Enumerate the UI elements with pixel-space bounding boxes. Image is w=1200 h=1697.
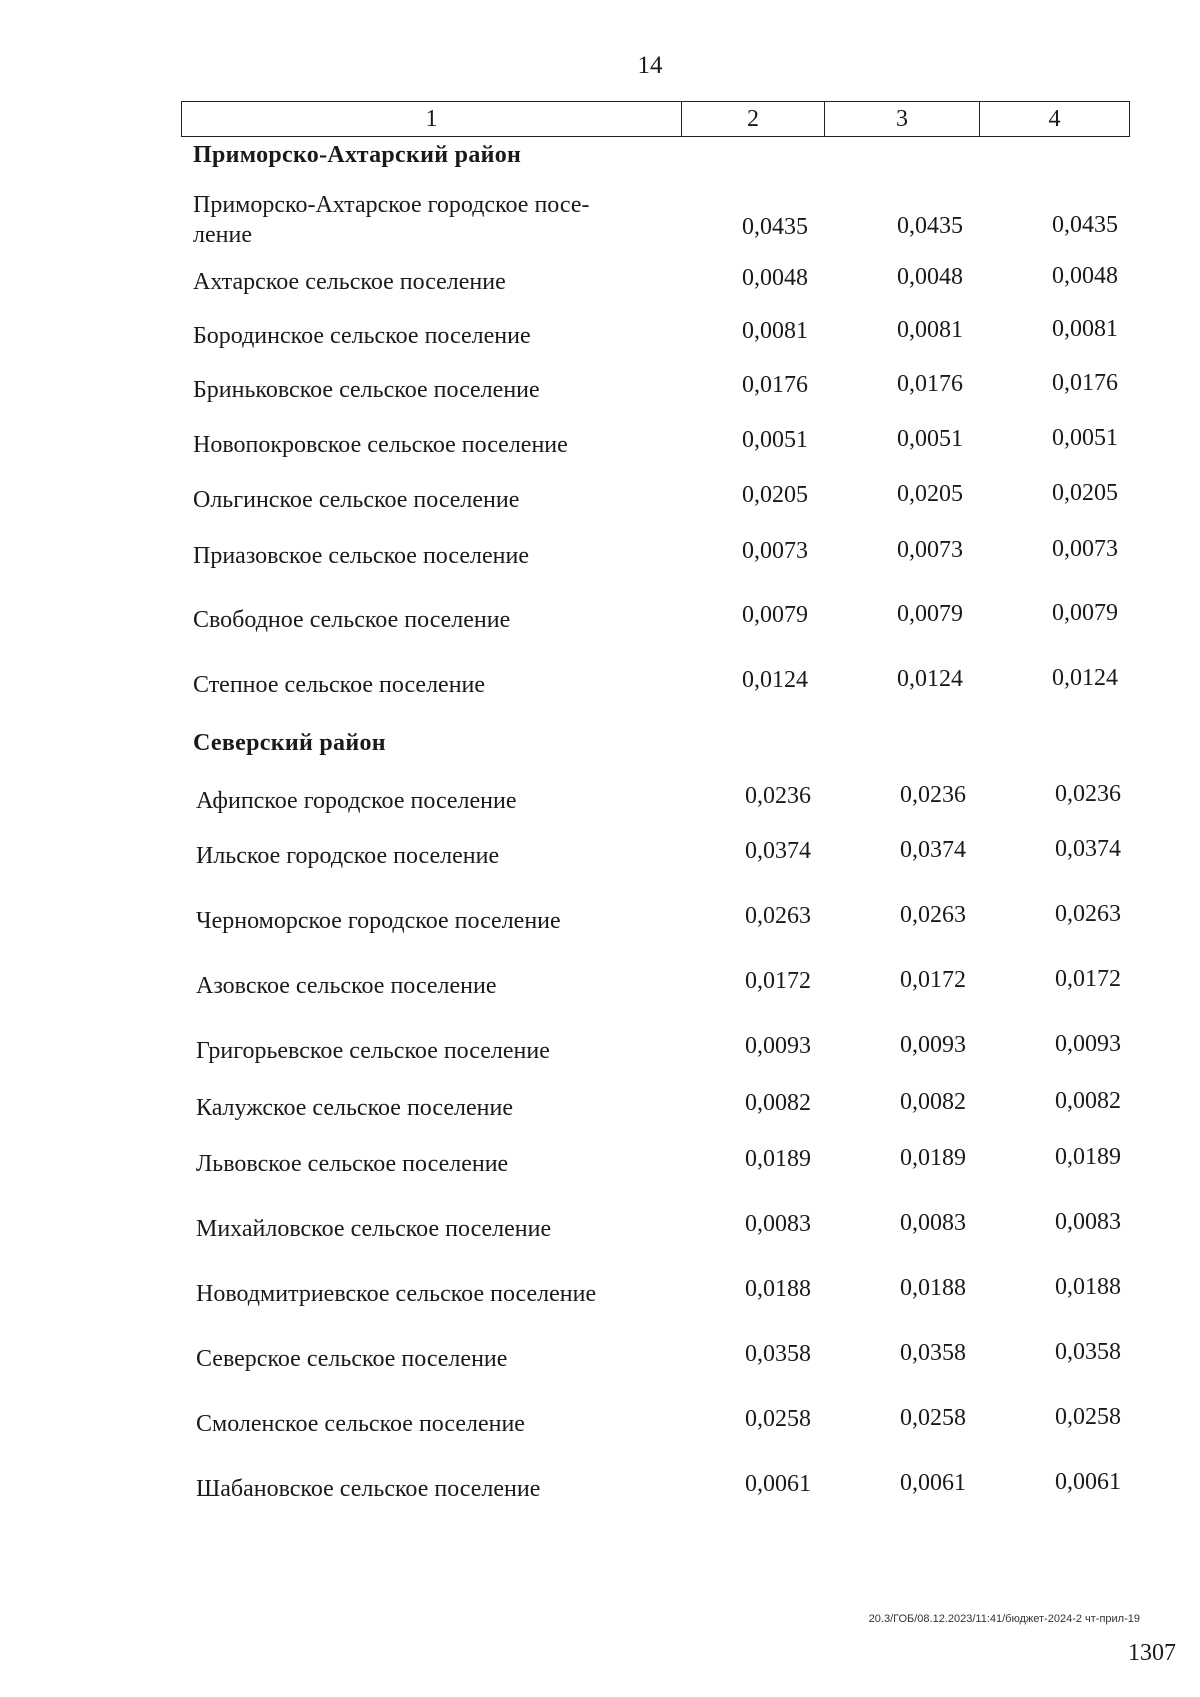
value-col-4: 0,0124	[1052, 665, 1118, 691]
value-col-2: 0,0263	[745, 903, 811, 929]
settlement-name: Афипское городское поселение	[196, 788, 517, 814]
settlement-name: Бородинское сельское поселение	[193, 323, 531, 349]
value-col-4: 0,0189	[1055, 1144, 1121, 1170]
value-col-2: 0,0073	[742, 538, 808, 564]
header-col-1: 1	[182, 102, 682, 136]
value-col-2: 0,0205	[742, 482, 808, 508]
value-col-2: 0,0061	[745, 1471, 811, 1497]
value-col-4: 0,0079	[1052, 600, 1118, 626]
value-col-2: 0,0236	[745, 783, 811, 809]
value-col-2: 0,0083	[745, 1211, 811, 1237]
settlement-name: Ахтарское сельское поселение	[193, 269, 506, 295]
value-col-2: 0,0172	[745, 968, 811, 994]
settlement-name: Калужское сельское поселение	[196, 1095, 513, 1121]
value-col-3: 0,0374	[900, 837, 966, 863]
value-col-4: 0,0205	[1052, 480, 1118, 506]
value-col-3: 0,0061	[900, 1470, 966, 1496]
value-col-3: 0,0093	[900, 1032, 966, 1058]
settlement-name: Львовское сельское поселение	[196, 1151, 509, 1177]
value-col-2: 0,0188	[745, 1276, 811, 1302]
settlement-name: Черноморское городское поселение	[196, 908, 561, 934]
settlement-name: Михайловское сельское поселение	[196, 1216, 552, 1242]
settlement-name: Свободное сельское поселение	[193, 607, 511, 633]
value-col-2: 0,0093	[745, 1033, 811, 1059]
value-col-3: 0,0189	[900, 1145, 966, 1171]
value-col-2: 0,0051	[742, 427, 808, 453]
value-col-3: 0,0236	[900, 782, 966, 808]
document-code: 20.3/ГОБ/08.12.2023/11:41/бюджет-2024-2 чт-прил-19	[868, 1613, 1140, 1625]
value-col-4: 0,0176	[1052, 370, 1118, 396]
value-col-2: 0,0374	[745, 838, 811, 864]
value-col-4: 0,0258	[1055, 1404, 1121, 1430]
value-col-2: 0,0358	[745, 1341, 811, 1367]
value-col-2: 0,0189	[745, 1146, 811, 1172]
value-col-2: 0,0258	[745, 1406, 811, 1432]
settlement-name: Бриньковское сельское поселение	[193, 377, 540, 403]
value-col-4: 0,0172	[1055, 966, 1121, 992]
settlement-name: Смоленское сельское поселение	[196, 1411, 525, 1437]
district-heading: Приморско-Ахтарский район	[193, 142, 522, 168]
value-col-4: 0,0236	[1055, 781, 1121, 807]
header-col-4: 4	[1048, 105, 1061, 132]
value-col-4: 0,0358	[1055, 1339, 1121, 1365]
value-col-2: 0,0048	[742, 265, 808, 291]
value-col-3: 0,0263	[900, 902, 966, 928]
settlement-name: Степное сельское поселение	[193, 672, 486, 698]
settlement-name: Приазовское сельское поселение	[193, 543, 529, 569]
value-col-2: 0,0081	[742, 318, 808, 344]
value-col-3: 0,0048	[897, 264, 963, 290]
value-col-3: 0,0051	[897, 426, 963, 452]
header-col-3: 3	[825, 102, 980, 136]
value-col-3: 0,0079	[897, 601, 963, 627]
value-col-4: 0,0083	[1055, 1209, 1121, 1235]
value-col-3: 0,0073	[897, 537, 963, 563]
settlement-name: Новодмитриевское сельское поселение	[196, 1281, 597, 1307]
value-col-4: 0,0073	[1052, 536, 1118, 562]
value-col-3: 0,0082	[900, 1089, 966, 1115]
value-col-3: 0,0435	[897, 213, 963, 239]
settlement-name: Северское сельское поселение	[196, 1346, 508, 1372]
value-col-2: 0,0435	[742, 214, 808, 240]
value-col-3: 0,0081	[897, 317, 963, 343]
value-col-2: 0,0124	[742, 667, 808, 693]
value-col-3: 0,0124	[897, 666, 963, 692]
value-col-4: 0,0081	[1052, 316, 1118, 342]
value-col-3: 0,0172	[900, 967, 966, 993]
value-col-3: 0,0083	[900, 1210, 966, 1236]
settlement-name: Григорьевское сельское поселение	[196, 1038, 550, 1064]
settlement-name: Азовское сельское поселение	[196, 973, 497, 999]
header-col-2: 2	[682, 102, 825, 136]
value-col-4: 0,0093	[1055, 1031, 1121, 1057]
value-col-3: 0,0205	[897, 481, 963, 507]
value-col-4: 0,0263	[1055, 901, 1121, 927]
settlement-name: Приморско-Ахтарское городское посе- ление	[193, 192, 590, 248]
value-col-4: 0,0374	[1055, 836, 1121, 862]
value-col-2: 0,0079	[742, 602, 808, 628]
value-col-4: 0,0048	[1052, 263, 1118, 289]
value-col-4: 0,0061	[1055, 1469, 1121, 1495]
value-col-3: 0,0188	[900, 1275, 966, 1301]
value-col-3: 0,0258	[900, 1405, 966, 1431]
value-col-4: 0,0051	[1052, 425, 1118, 451]
settlement-name: Ильское городское поселение	[196, 843, 500, 869]
value-col-3: 0,0176	[897, 371, 963, 397]
settlement-name: Новопокровское сельское поселение	[193, 432, 568, 458]
value-col-4: 0,0435	[1052, 212, 1118, 238]
value-col-4: 0,0082	[1055, 1088, 1121, 1114]
table-header	[181, 101, 1130, 137]
district-heading: Северский район	[193, 730, 386, 756]
sheet-number: 1307	[1128, 1640, 1176, 1666]
value-col-2: 0,0176	[742, 372, 808, 398]
value-col-4: 0,0188	[1055, 1274, 1121, 1300]
page-number: 14	[637, 52, 663, 79]
value-col-2: 0,0082	[745, 1090, 811, 1116]
value-col-3: 0,0358	[900, 1340, 966, 1366]
settlement-name: Шабановское сельское поселение	[196, 1476, 541, 1502]
settlement-name: Ольгинское сельское поселение	[193, 487, 520, 513]
